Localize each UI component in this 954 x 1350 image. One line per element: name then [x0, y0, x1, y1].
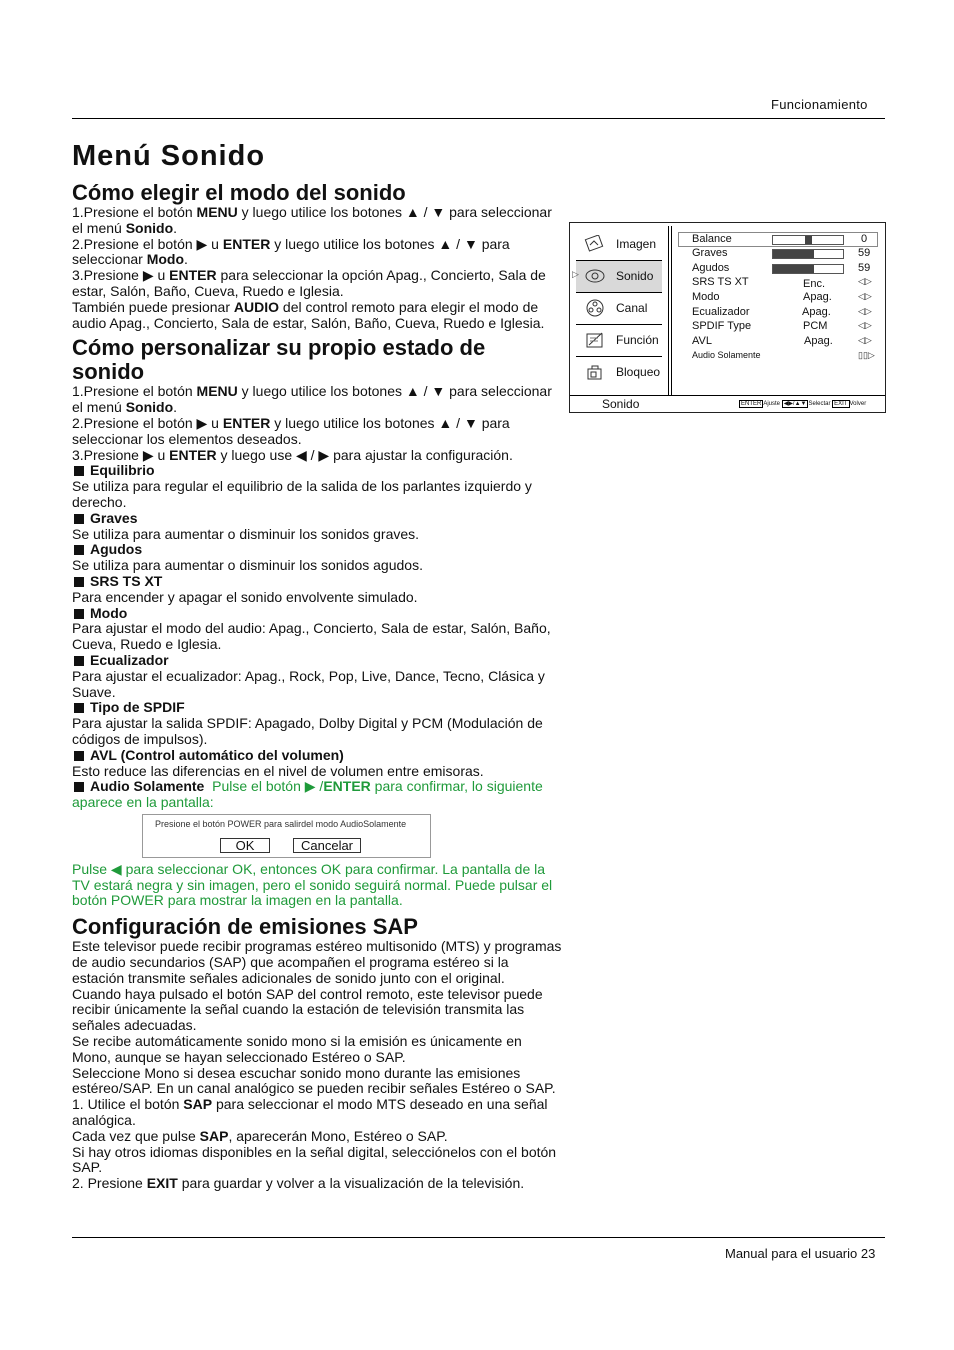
option-description: Se utiliza para aumentar o disminuir los sonidos agudos. — [72, 557, 423, 574]
sap-step-1: 1. Utilice el botón SAP para seleccionar el modo MTS deseado en una señal analógica. — [72, 1096, 548, 1129]
bullet-square-icon — [74, 577, 84, 587]
balance-knob[interactable] — [805, 236, 812, 244]
body-text — [72, 181, 562, 1192]
option-description: Para ajustar el ecualizador: Apag., Rock, Pop, Live, Dance, Tecno, Clásica y Suave. — [72, 667, 545, 700]
menu-divider — [671, 226, 672, 396]
sound-icon — [584, 267, 606, 285]
sap-paragraph: Se recibe automáticamente sonido mono si la emisión es únicamente en Mono, aunque se hayan seleccionado Estéreo o SAP. — [72, 1033, 522, 1065]
heading-customize: Cómo personalizar su propio estado de sonido — [72, 335, 486, 385]
lock-icon — [584, 363, 606, 381]
section-label: Funcionamiento — [771, 97, 868, 112]
picture-icon — [584, 235, 606, 253]
option-description: Se utiliza para aumentar o disminuir los sonidos graves. — [72, 525, 420, 542]
step-3: 3.Presione ▶ u ENTER y luego use ◀ / ▶ para ajustar la configuración. — [72, 446, 513, 463]
setting-row-graves[interactable]: Graves 59 — [692, 247, 871, 259]
option-term: SRS TS XT — [72, 574, 562, 590]
left-right-arrows-icon: ◁▷ — [858, 320, 872, 331]
option-term: AVL (Control automático del volumen) — [72, 748, 562, 764]
menu-item-canal[interactable]: Canal — [576, 293, 662, 325]
exit-key-icon: EXIT — [834, 401, 848, 407]
left-right-arrows-icon: ◁▷ — [858, 276, 872, 287]
function-icon — [584, 331, 606, 349]
step-3: 3.Presione ▶ u ENTER para seleccionar la opción Apag., Concierto, Sala de estar, Salón, Baño, Cueva, Ruedo e Iglesia. — [72, 267, 546, 299]
bullet-square-icon — [74, 466, 84, 476]
cancel-button[interactable]: Cancelar — [293, 838, 361, 853]
ok-button[interactable]: OK — [220, 838, 270, 853]
sap-paragraph: Este televisor puede recibir programas estéreo multisonido (MTS) y programas de audio secundarios (SAP) que acompañen el programa estéreo si la estación transmite señales adicionales de sonido junto con el original. — [72, 938, 562, 986]
top-rule — [72, 118, 885, 119]
bottom-rule — [72, 1237, 885, 1238]
heading-sound-mode: Cómo elegir el modo del sonido — [72, 180, 406, 205]
menu-footer — [570, 395, 885, 413]
menu-item-bloqueo[interactable]: Bloqueo — [576, 357, 662, 388]
option-term: Graves — [72, 511, 562, 527]
bass-slider[interactable] — [772, 249, 844, 259]
audio-only-item: Audio Solamente Pulse el botón ▶ /ENTER para confirmar, lo siguiente aparece en la pantalla: — [72, 778, 543, 811]
option-description: Esto reduce las diferencias en el nivel de volumen entre emisoras. — [72, 762, 484, 779]
sap-paragraph: Si hay otros idiomas disponibles en la señal digital, selecciónelos con el botón SAP. — [72, 1143, 557, 1176]
option-list — [72, 463, 562, 779]
left-right-arrows-icon: ◁▷ — [858, 291, 872, 302]
sap-step-2: 2. Presione EXIT para guardar y volver a la visualización de la televisión. — [72, 1175, 525, 1192]
option-term: Ecualizador — [72, 653, 562, 669]
navigation-keys-icon: ◀▶/▲▼ — [783, 401, 807, 407]
selected-arrow-icon: ▷ — [572, 269, 579, 279]
menu-footer-title: Sonido — [602, 397, 640, 411]
option-description: Para ajustar el modo del audio: Apag., Concierto, Sala de estar, Salón, Baño, Cueva, Ruedo e Iglesia. — [72, 620, 551, 653]
bullet-square-icon — [74, 609, 84, 619]
menu-item-funcion[interactable]: Función — [576, 325, 662, 357]
treble-level — [773, 265, 814, 273]
bass-level — [773, 250, 814, 258]
bullet-square-icon — [74, 751, 84, 761]
menu-categories — [572, 229, 662, 388]
step-2: 2.Presione el botón ▶ u ENTER y luego utilice los botones ▲ / ▼ para seleccionar los elementos deseados. — [72, 414, 510, 447]
option-description: Para encender y apagar el sonido envolvente simulado. — [72, 588, 418, 605]
step-2: 2.Presione el botón ▶ u ENTER y luego utilice los botones ▲ / ▼ para seleccionar Modo. — [72, 235, 510, 268]
channel-icon — [584, 299, 606, 317]
setting-row-balance[interactable]: Balance 0 — [678, 232, 878, 247]
setting-row-audio-solamente[interactable]: Audio Solamente ▯▯▷ — [692, 349, 875, 360]
key-hints: ENTER Ajuste ◀▶/▲▼ Selectar EXIT Volver — [741, 401, 867, 407]
tv-sound-menu — [569, 222, 886, 413]
bullet-square-icon — [74, 545, 84, 555]
enter-key-icon: ENTER — [741, 401, 762, 407]
menu-item-imagen[interactable]: Imagen — [576, 229, 662, 261]
option-description: Para ajustar la salida SPDIF: Apagado, Dolby Digital y PCM (Modulación de códigos de impulsos). — [72, 715, 543, 747]
bullet-square-icon — [74, 703, 84, 713]
setting-row-avl[interactable]: AVL Apag. ◁▷ — [692, 335, 872, 348]
bullet-square-icon — [74, 782, 84, 792]
balance-slider[interactable] — [772, 235, 844, 245]
dialog-message: Presione el botón POWER para salirdel modo AudioSolamente — [155, 818, 407, 829]
sound-settings — [678, 232, 878, 396]
step-1: 1.Presione el botón MENU y luego utilice los botones ▲ / ▼ para seleccionar el menú Sonido. — [72, 383, 552, 416]
option-description: Se utiliza para regular el equilibrio de la salida de los parlantes izquierdo y derecho. — [72, 478, 532, 510]
audio-only-instructions: Pulse ◀ para seleccionar OK, entonces OK para confirmar. La pantalla de la TV estará negra y sin imagen, pero el sonido seguirá normal. Puede pulsar el botón POWER para mostrar la imagen en la pantalla. — [72, 860, 553, 909]
bullet-square-icon — [74, 514, 84, 524]
audio-only-dialog — [142, 814, 431, 858]
bullet-square-icon — [74, 656, 84, 666]
option-term: Modo — [72, 606, 562, 622]
option-term: Equilibrio — [72, 463, 562, 479]
left-right-arrows-icon: ◁▷ — [858, 335, 872, 346]
audio-note: También puede presionar AUDIO del control remoto para elegir el modo de audio Apag., Concierto, Sala de estar, Salón, Baño, Cueva, Ruedo e Iglesia. — [72, 298, 545, 331]
menu-divider — [668, 226, 669, 396]
option-term: Agudos — [72, 542, 562, 558]
sap-paragraph: Cuando haya pulsado el botón SAP del control remoto, este televisor puede recibir únicamente la señal cuando la estación de televisión transmita las señales adecuadas. — [72, 985, 543, 1034]
left-right-arrows-icon: ◁▷ — [858, 305, 872, 316]
setting-row-agudos[interactable]: Agudos 59 — [692, 261, 871, 274]
menu-item-sonido[interactable]: ▷ Sonido — [576, 261, 662, 293]
setting-row-spdif[interactable]: SPDIF Type PCM ◁▷ — [692, 320, 872, 333]
enter-submenu-icon: ▯▯▷ — [858, 349, 875, 360]
setting-row-modo[interactable]: Modo Apag. ◁▷ — [692, 291, 872, 304]
sap-note: Cada vez que pulse SAP, aparecerán Mono, Estéreo o SAP. — [72, 1127, 448, 1144]
option-term: Tipo de SPDIF — [72, 700, 562, 716]
step-1: 1.Presione el botón MENU y luego utilice los botones ▲ / ▼ para seleccionar el menú Sonido. — [72, 204, 552, 236]
setting-row-ecualizador[interactable]: Ecualizador Apag. ◁▷ — [692, 305, 872, 318]
page-title: Menú Sonido — [72, 140, 266, 172]
setting-row-srs[interactable]: SRS TS XT Enc. ◁▷ — [692, 276, 872, 291]
sap-paragraph: Seleccione Mono si desea escuchar sonido mono durante las emisiones estéreo/SAP. En un canal analógico se pueden recibir señales Estéreo o SAP. — [72, 1064, 556, 1097]
page-footer: Manual para el usuario 23 — [725, 1246, 876, 1261]
treble-slider[interactable] — [772, 264, 844, 274]
heading-sap: Configuración de emisiones SAP — [72, 914, 418, 940]
